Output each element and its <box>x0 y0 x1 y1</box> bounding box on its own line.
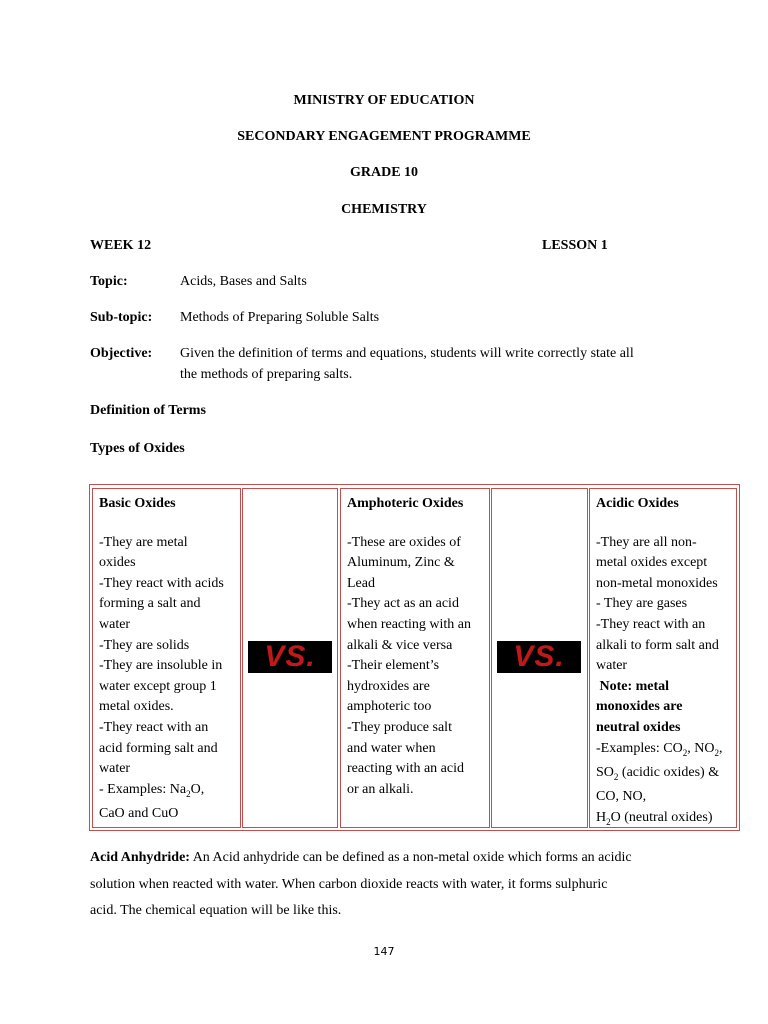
basic-oxides-title: Basic Oxides <box>99 496 176 511</box>
vs-badge-1 <box>248 641 332 673</box>
vs-text: VS. <box>264 640 316 673</box>
subject-title: CHEMISTRY <box>341 202 427 217</box>
definition-heading: Definition of Terms <box>90 403 206 418</box>
amphoteric-line: Lead <box>347 575 375 591</box>
basic-line: oxides <box>99 555 136 571</box>
basic-line: water <box>99 761 131 777</box>
week-label: WEEK 12 <box>90 238 152 253</box>
amphoteric-line: alkali & vice versa <box>347 637 453 653</box>
anhydride-label: Acid Anhydride: <box>90 850 190 865</box>
acidic-note-line: Note: metal <box>596 678 670 694</box>
basic-line: acid forming salt and <box>99 740 218 756</box>
acidic-example-2: $SO_2$ (acidic oxides) & <box>596 764 720 782</box>
basic-line: -They are metal <box>99 534 188 550</box>
acidic-note-line: monoxides are <box>596 699 683 715</box>
amphoteric-line: -These are oxides of <box>347 534 461 550</box>
amphoteric-line: Aluminum, Zinc & <box>347 555 455 571</box>
amphoteric-line: when reacting with an <box>347 616 472 632</box>
basic-line: -They are solids <box>99 637 190 653</box>
amphoteric-oxides-cell <box>340 488 490 828</box>
basic-line: water <box>99 616 131 632</box>
acidic-line: -They react with an <box>596 616 706 632</box>
basic-example: - Examples: $Na_2O$, <box>99 781 205 799</box>
objective-label: Objective: <box>90 346 153 361</box>
acidic-example-1: -Examples: $CO_2$, $NO_2$, <box>596 740 723 758</box>
basic-oxides-cell <box>92 488 241 828</box>
anhydride-line-2: solution when reacted with water. When carbon dioxide reacts with water, it forms sulphuric <box>90 876 608 892</box>
amphoteric-line: or an alkali. <box>347 781 414 797</box>
amphoteric-line: and water when <box>347 740 436 756</box>
amphoteric-line: -Their element’s <box>347 658 440 674</box>
basic-line: forming a salt and <box>99 596 201 612</box>
amphoteric-line: amphoteric too <box>347 699 432 715</box>
topic-value: Acids, Bases and Salts <box>180 274 307 289</box>
objective-line-2: the methods of preparing salts. <box>180 367 353 382</box>
lesson-label: LESSON 1 <box>542 238 608 253</box>
page-number: 147 <box>373 945 395 958</box>
subtopic-value: Methods of Preparing Soluble Salts <box>180 310 380 325</box>
basic-line: -They are insoluble in <box>99 658 223 674</box>
basic-line: metal oxides. <box>99 699 174 715</box>
acidic-oxides-cell <box>589 488 737 828</box>
acidic-line: water <box>596 658 628 674</box>
acidic-line: metal oxides except <box>596 555 708 571</box>
acidic-line: alkali to form salt and <box>596 637 719 653</box>
amphoteric-oxides-title: Amphoteric Oxides <box>347 496 464 511</box>
amphoteric-line: -They produce salt <box>347 719 452 735</box>
basic-line: -They react with an <box>99 719 209 735</box>
amphoteric-line: reacting with an acid <box>347 761 465 777</box>
basic-example-last: CaO and CuO <box>99 806 179 822</box>
acidic-line: non-metal monoxides <box>596 575 718 591</box>
types-heading: Types of Oxides <box>90 441 185 456</box>
acidic-line: - They are gases <box>596 596 688 612</box>
anhydride-line-1: Acid Anhydride: An Acid anhydride can be defined as a non-metal oxide which forms an acidic <box>90 850 632 865</box>
amphoteric-line: -They act as an acid <box>347 596 459 612</box>
acidic-example-3: CO, NO, <box>596 789 647 805</box>
acidic-example-4: $H_2O$ (neutral oxides) <box>596 809 713 827</box>
anhydride-paragraph <box>90 845 690 925</box>
vs-text: VS. <box>513 640 565 673</box>
objective-line-1: Given the definition of terms and equations, students will write correctly state all <box>180 346 634 361</box>
anhydride-line-3: acid. The chemical equation will be like this. <box>90 903 342 918</box>
topic-label: Topic: <box>90 274 128 289</box>
subtopic-label: Sub-topic: <box>90 310 153 325</box>
programme-title: SECONDARY ENGAGEMENT PROGRAMME <box>237 129 531 144</box>
vs-badge-2 <box>497 641 581 673</box>
amphoteric-line: hydroxides are <box>347 678 430 694</box>
basic-line: water except group 1 <box>99 678 217 694</box>
acidic-line: -They are all non- <box>596 534 697 550</box>
ministry-title: MINISTRY OF EDUCATION <box>293 93 475 108</box>
acidic-note-line: neutral oxides <box>596 719 681 735</box>
basic-line: -They react with acids <box>99 575 224 591</box>
acidic-oxides-title: Acidic Oxides <box>596 496 679 511</box>
grade-title: GRADE 10 <box>349 165 419 180</box>
